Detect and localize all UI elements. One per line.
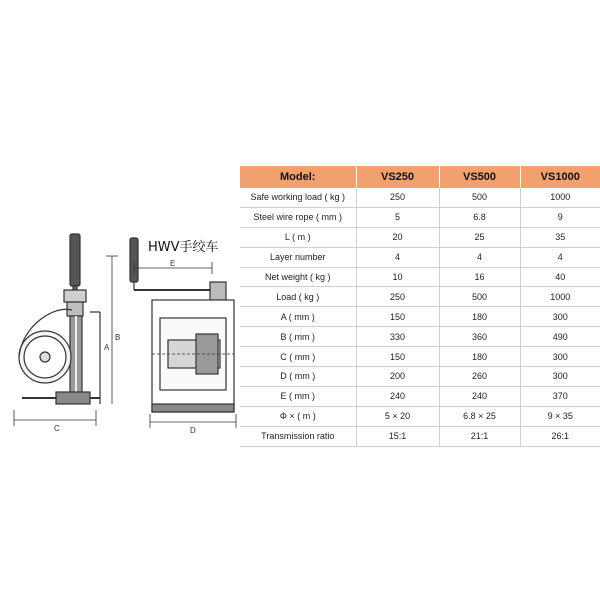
row-label: Load ( kg ) xyxy=(240,287,356,307)
row-label: L ( m ) xyxy=(240,227,356,247)
table-cell: 500 xyxy=(439,287,520,307)
table-row xyxy=(240,367,600,387)
table-header-row xyxy=(240,166,600,188)
table-cell: 500 xyxy=(439,188,520,207)
table-cell: 5 × 20 xyxy=(356,406,439,426)
table-cell: 15:1 xyxy=(356,426,439,446)
winch-side-view xyxy=(14,234,121,426)
table-cell: 10 xyxy=(356,267,439,287)
table-cell: 4 xyxy=(439,247,520,267)
table-row xyxy=(240,307,600,327)
table-cell: 360 xyxy=(439,327,520,347)
table-cell: 21:1 xyxy=(439,426,520,446)
table-row xyxy=(240,386,600,406)
table-cell: 250 xyxy=(356,287,439,307)
table-cell: 180 xyxy=(439,307,520,327)
table-cell: 20 xyxy=(356,227,439,247)
table-cell: 180 xyxy=(439,347,520,367)
table-cell: 1000 xyxy=(520,188,600,207)
table-cell: 6.8 × 25 xyxy=(439,406,520,426)
header-vs250: VS250 xyxy=(356,166,439,188)
row-label: Net weight ( kg ) xyxy=(240,267,356,287)
row-label: B ( mm ) xyxy=(240,327,356,347)
table-row xyxy=(240,227,600,247)
table-cell: 300 xyxy=(520,347,600,367)
table-cell: 490 xyxy=(520,327,600,347)
row-label: E ( mm ) xyxy=(240,386,356,406)
table-cell: 260 xyxy=(439,367,520,387)
row-label: Transmission ratio xyxy=(240,426,356,446)
table-row xyxy=(240,347,600,367)
table-row xyxy=(240,327,600,347)
row-label: Safe working load ( kg ) xyxy=(240,188,356,207)
table-cell: 300 xyxy=(520,367,600,387)
table-cell: 330 xyxy=(356,327,439,347)
table-cell: 5 xyxy=(356,207,439,227)
table-cell: 40 xyxy=(520,267,600,287)
table-cell: 4 xyxy=(520,247,600,267)
table-row xyxy=(240,406,600,426)
table-row xyxy=(240,247,600,267)
table-cell: 370 xyxy=(520,386,600,406)
table-cell: 6.8 xyxy=(439,207,520,227)
row-label: C ( mm ) xyxy=(240,347,356,367)
table-row xyxy=(240,207,600,227)
row-label: D ( mm ) xyxy=(240,367,356,387)
row-label: Φ × ( m ) xyxy=(240,406,356,426)
table-cell: 26:1 xyxy=(520,426,600,446)
table-cell: 150 xyxy=(356,347,439,367)
table-cell: 4 xyxy=(356,247,439,267)
table-cell: 16 xyxy=(439,267,520,287)
table-cell: 35 xyxy=(520,227,600,247)
table-cell: 1000 xyxy=(520,287,600,307)
table-cell: 200 xyxy=(356,367,439,387)
drawing-caption: HWV手绞车 xyxy=(148,240,219,255)
dimension-label-a: A xyxy=(104,343,110,352)
table-row xyxy=(240,287,600,307)
row-label: Steel wire rope ( mm ) xyxy=(240,207,356,227)
table-cell: 9 xyxy=(520,207,600,227)
table-cell: 150 xyxy=(356,307,439,327)
table-cell: 240 xyxy=(439,386,520,406)
row-label: Layer number xyxy=(240,247,356,267)
dimension-label-e: E xyxy=(170,259,176,268)
table-cell: 9 × 35 xyxy=(520,406,600,426)
table-row xyxy=(240,426,600,446)
table-cell: 250 xyxy=(356,188,439,207)
header-vs1000: VS1000 xyxy=(520,166,600,188)
row-label: A ( mm ) xyxy=(240,307,356,327)
table-cell: 25 xyxy=(439,227,520,247)
dimension-label-b: B xyxy=(115,333,121,342)
table-row xyxy=(240,267,600,287)
specification-table xyxy=(240,166,600,447)
table-cell: 240 xyxy=(356,386,439,406)
winch-front-view xyxy=(130,238,236,428)
header-vs500: VS500 xyxy=(439,166,520,188)
dimension-label-c: C xyxy=(54,424,60,433)
table-row xyxy=(240,188,600,207)
table-cell: 300 xyxy=(520,307,600,327)
dimension-label-d: D xyxy=(190,426,196,435)
header-model: Model: xyxy=(240,166,356,188)
